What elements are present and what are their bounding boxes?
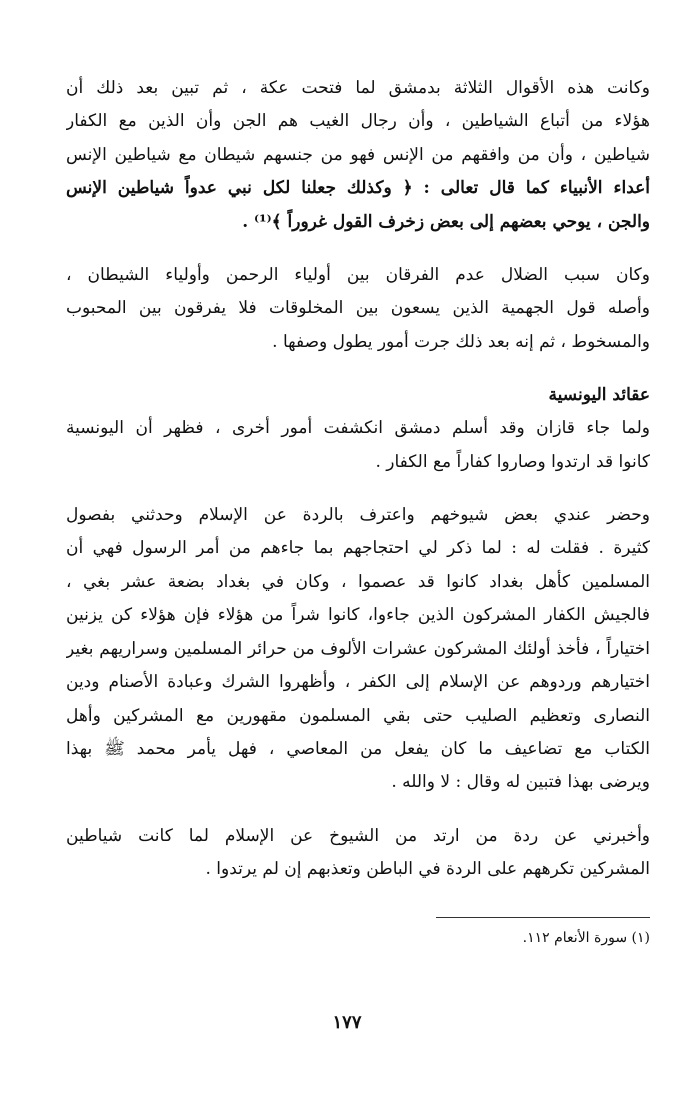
paragraph-5 <box>66 820 650 887</box>
text-line: النصارى وتعظيم الصليب حتى بقي المسلمون مقهورين مع المشركين وأهل <box>66 705 650 726</box>
text-line: الكتاب مع تضاعيف ما كان يفعل من المعاصي ، فهل يأمر محمد ﷺ بهذا <box>66 738 650 759</box>
text-line: هؤلاء من أتباع الشياطين ، وأن رجال الغيب هم الجن وأن الذين مع الكفار <box>66 111 650 132</box>
text-line: ولما جاء قازان وقد أسلم دمشق انكشفت أمور أخرى ، فظهر أن اليونسية <box>66 418 650 439</box>
paragraph-3 <box>66 412 650 479</box>
text-line: وكانت هذه الأقوال الثلاثة بدمشق لما فتحت عكة ، ثم تبين بعد ذلك أن <box>66 78 650 98</box>
text-line: والمسخوط ، ثم إنه بعد ذلك جرت أمور يطول وصفها . <box>272 331 650 352</box>
text-line: وحضر عندي بعض شيوخهم واعترف بالردة عن الإسلام وحدثني بفصول <box>66 505 650 526</box>
text-line: وأخبرني عن ردة من ارتد من الشيوخ عن الإسلام لما كانت شياطين <box>66 825 650 846</box>
text-line: ويرضى بهذا فتبين له وقال : لا والله . <box>391 772 650 793</box>
page-body <box>66 72 650 887</box>
text-line: اختيارهم وردوهم عن الإسلام إلى الكفر ، وأظهروا الشرك وعبادة الأصنام ودين <box>66 672 650 693</box>
quran-verse-line: والجن ، يوحي بعضهم إلى بعض زخرف القول غروراً ﴾⁽¹⁾ . <box>242 211 650 232</box>
text-line: اختياراً ، فأخذ أولئك المشركون عشرات الألوف من حرائر المسلمين وسراريهم بغير <box>66 638 650 659</box>
text-line: كثيرة . فقلت له : لما ذكر لي احتجاجهم بما جاءهم من أمر الرسول فهي أن <box>66 538 650 559</box>
text-line: المسلمين كأهل بغداد كانوا قد عصموا ، وكان في بغداد بضعة عشر بغي ، <box>66 571 650 592</box>
paragraph-4 <box>66 499 650 800</box>
page-number: ١٧٧ <box>332 1012 362 1033</box>
text-line: المشركين تكرههم على الردة في الباطن وتعذبهم إن لم يرتدوا . <box>205 859 650 880</box>
text-line: شياطين ، وأن من وافقهم من الإنس فهو من جنسهم شيطان مع شياطين الإنس <box>66 144 650 165</box>
text-line: كانوا قد ارتدوا وصاروا كفاراً مع الكفار . <box>375 451 650 472</box>
text-line: وكان سبب الضلال عدم الفرقان بين أولياء الرحمن وأولياء الشيطان ، <box>66 265 650 286</box>
paragraph-1 <box>66 72 650 239</box>
paragraph-2 <box>66 259 650 359</box>
footnote-divider <box>436 917 650 918</box>
section-heading: عقائد اليونسية <box>548 385 650 406</box>
quran-verse-line: أعداء الأنبياء كما قال تعالى : ﴿ وكذلك جعلنا لكل نبي عدواً شياطين الإنس <box>66 178 650 199</box>
text-line: فالجيش الكفار المشركون الذين جاءوا، كانوا شراً من هؤلاء فإن هؤلاء كن يزنين <box>66 605 650 626</box>
text-line: وأصله قول الجهمية الذين يسعون بين المخلوقات فلا يفرقون بين المحبوب <box>66 298 650 319</box>
footnote: (١) سورة الأنعام ١١٢. <box>522 930 650 946</box>
